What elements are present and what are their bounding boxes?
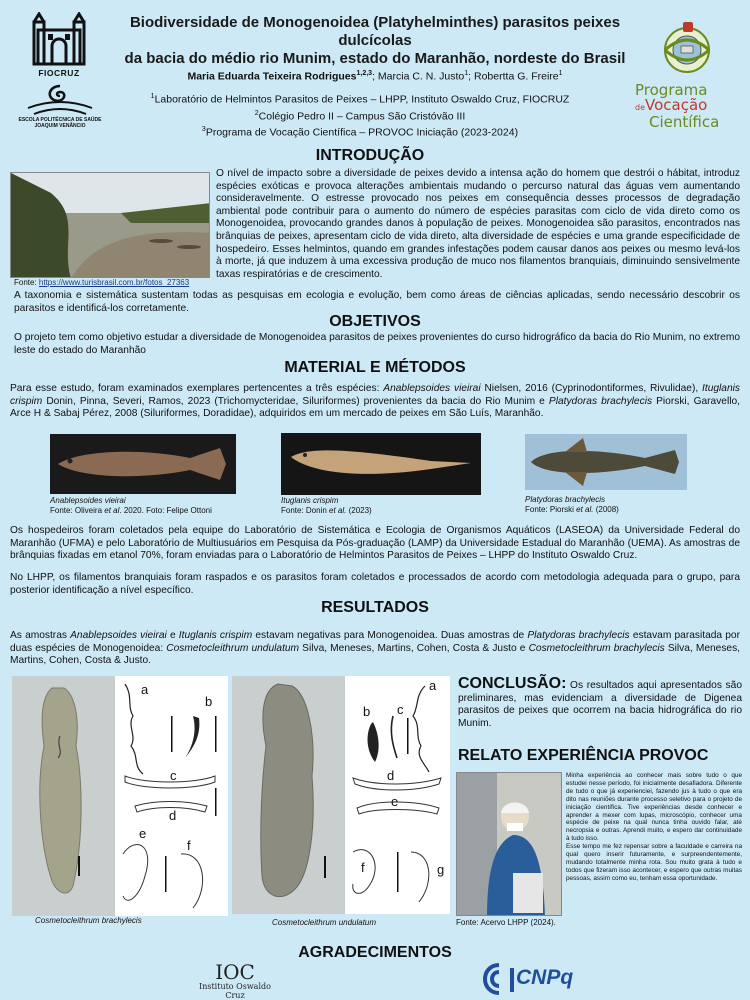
- epsjv-logo: [20, 82, 100, 122]
- text-run: et al.: [329, 506, 347, 515]
- caption-prefix: Fonte:: [14, 278, 39, 287]
- species-name: Platydoras brachylecis: [527, 630, 630, 641]
- fiocruz-label: FIOCRUZ: [38, 68, 80, 78]
- intro-paragraph-2: A taxonomia e sistemática sustentam todas as pesquisas em ecologia e evolução, bem como áreas de ciências aplicadas, sendo necessário descobrir os parasitos e identificá-los corretamente.: [14, 290, 740, 314]
- fig2-label-c: c: [397, 702, 404, 717]
- text-run: Donin, Pinna, Severi, Ramos, 2023 (Trichomycteridae, Siluriformes) provenientes da bacia do Rio Munim e: [42, 395, 549, 407]
- ioc-logo-small: Instituto Oswaldo Cruz: [199, 982, 271, 1000]
- fig2-label-a: a: [429, 678, 437, 693]
- epsjv-label-line2: JOAQUIM VENÂNCIO: [34, 123, 86, 129]
- author-name: ; Robertta G. Freire: [468, 70, 559, 83]
- text-run: Silva, Meneses, Martins, Cohen, Costa & Justo e: [299, 642, 529, 654]
- metodos-paragraph-3: No LHPP, os filamentos branquiais foram raspados e os parasitos foram coletados e processados de acordo com metodologia adequada para o grupo, para posterior identificação a nível específico.: [10, 572, 740, 596]
- fig2-label-f: f: [361, 860, 365, 875]
- species-name: Cosmetocleithrum undulatum: [166, 642, 300, 654]
- affil-text: Programa de Vocação Científica – PROVOC Iniciação (2023-2024): [205, 126, 519, 139]
- fish3-caption: [525, 495, 725, 515]
- fig2-label-d: d: [387, 768, 395, 783]
- fig2-micrograph: [232, 676, 345, 914]
- relato-title: RELATO EXPERIÊNCIA PROVOC: [458, 747, 709, 764]
- fig1-label-b: b: [205, 694, 213, 709]
- lab-photo-caption: Fonte: Acervo LHPP (2024).: [456, 918, 556, 927]
- affiliation-2: [120, 107, 600, 124]
- species-name: Cosmetocleithrum brachylecis: [528, 642, 665, 654]
- text-run: (2008): [593, 505, 619, 514]
- metodos-paragraph-2: Os hospedeiros foram coletados pela equipe do Laboratório de Sistemática e Ecologia de Organismos Aquáticos (LASEOA) da Universidade Federal do Maranhão (UFMA) e pelo Laboratório de Multiusuários em Pesquisa da Pós-graduação (LAMP) da Universidade Estadual do Maranhão (UEMA). As amostras de brânquias fixadas em etanol 70%, foram enviadas para o Laboratório de Helmintos Parasitos de Peixes – LHPP do Instituto Oswaldo Cruz.: [10, 525, 740, 562]
- intro-title: INTRODUÇÃO: [315, 147, 425, 164]
- fig1-micrograph: [12, 676, 115, 916]
- objetivos-title: OBJETIVOS: [329, 313, 421, 330]
- agradecimentos-title: AGRADECIMENTOS: [298, 944, 452, 961]
- fish2-name: Ituglanis crispim: [281, 496, 339, 505]
- fish-photo-ituglanis: [281, 433, 481, 495]
- provoc-word-2: Vocação: [645, 96, 708, 114]
- species-name: Ituglanis crispim: [10, 383, 740, 407]
- text-run: . 2020. Foto: Felipe Ottoni: [119, 506, 212, 515]
- lab-photo: [456, 772, 562, 916]
- text-run: estavam parasitada por duas espécies de Monogenoidea:: [10, 630, 740, 654]
- resultados-paragraph: [10, 630, 740, 668]
- objetivos-paragraph: O projeto tem como objetivo estudar a diversidade de Monogenoidea parasitos de peixes provenientes do curso hidrográfico da bacia do Rio Munim, no extremo leste do estado do Maranhão: [14, 332, 740, 356]
- fish1-name: Anablepsoides vieirai: [50, 496, 126, 505]
- conclusao-block: [458, 675, 742, 730]
- text-run: Silva, Meneses, Martins, Cohen, Costa & Justo.: [10, 642, 740, 667]
- metodos-paragraph-1: [10, 383, 740, 421]
- species-name: Ituglanis crispim: [178, 630, 253, 641]
- fig1-label-d: d: [169, 808, 177, 823]
- relato-paragraph-2: Esse tempo me fez repensar sobre a faculdade e carreira na qual quero inserir futuramente, e surpreendentemente, mudando totalmente minha rota. Sou muito grata à tudo e todos que fizeram isso acontecer, e espero que outras muitas pessoas, assim como eu, tenham essa oportunidade.: [566, 843, 742, 882]
- text-run: Para esse estudo, foram examinados exemplares pertencentes a três espécies:: [10, 383, 384, 394]
- affiliation-3: [120, 123, 600, 140]
- poster-title: [105, 14, 645, 68]
- fig2-drawings: [345, 676, 450, 914]
- affil-num: 1: [150, 93, 155, 100]
- text-run: et al.: [576, 505, 594, 514]
- river-photo: [10, 172, 210, 278]
- text-run: Nielsen, 2016 (Cyprinodontiformes, Rivulidae),: [480, 383, 703, 394]
- affil-num: 2: [254, 109, 259, 117]
- fish2-caption: [281, 496, 481, 516]
- metodos-title: MATERIAL E MÉTODOS: [284, 359, 466, 376]
- fig2-label-e: e: [391, 794, 399, 809]
- fig2-caption: Cosmetocleithrum undulatum: [272, 918, 377, 927]
- provoc-word-3: Científica: [649, 113, 720, 131]
- epsjv-label: [14, 117, 106, 129]
- fig1-label-c: c: [170, 768, 177, 783]
- author-name: ; Marcia C. N. Justo: [372, 70, 465, 83]
- author-name: Maria Eduarda Teixeira Rodrigues: [187, 70, 357, 83]
- conclusao-title: CONCLUSÃO:: [458, 675, 567, 692]
- species-name: Anablepsoides vieirai: [70, 630, 167, 641]
- text-run: estavam negativas para Monogenoidea. Duas amostras de: [252, 630, 528, 641]
- author-sup: 1: [464, 70, 469, 77]
- species-name: Anablepsoides vieirai: [383, 383, 481, 394]
- provoc-emblem-logo: [655, 20, 719, 78]
- text-run: Fonte: Piorski: [525, 505, 577, 514]
- fig2-label-b: b: [363, 704, 371, 719]
- fish-photo-anablepsoides: [50, 434, 236, 494]
- fig1-label-a: a: [141, 682, 149, 697]
- river-photo-caption: [14, 278, 214, 288]
- relato-paragraph-1: Minha experiência ao conhecer mais sobre tudo o que estudei nesse período, foi inicialmente desafiadora. Diferente de tudo o que já experienciei, fazendo jus à tudo o que era dito nas reuniões durante processo seletivo para o projeto de iniciação científica. Tive experiências desde conhecer e aprender a mexer com lupas, microscópio, conhecer uma espécie de peixe na qual nunca tinha ouvido falar, até necropsia e outras. Aprendi muito, e espero dar continuidade à tudo isso.: [566, 772, 742, 843]
- provoc-word-de: de: [635, 103, 645, 112]
- author-sup: 1,2,3: [356, 70, 373, 77]
- text-run: et al: [104, 506, 120, 515]
- text-run: (2023): [346, 506, 372, 515]
- epsjv-label-line1: ESCOLA POLITÉCNICA DE SAÚDE: [18, 117, 102, 123]
- fish3-name: Platydoras brachylecis: [525, 495, 606, 504]
- conclusao-text: Os resultados aqui apresentados são preliminares, mas evidenciam a diversidade de Digenea parasitos de peixes que ocorrem na bacia hidrográfica do rio Munim.: [458, 680, 742, 729]
- relato-text: [566, 772, 742, 883]
- text-run: Fonte: Donin: [281, 506, 330, 515]
- text-run: e: [166, 630, 179, 641]
- affil-text: Colégio Pedro II – Campus São Cristóvão III: [258, 110, 466, 122]
- ioc-logo: [190, 962, 280, 1000]
- cnpq-logo: [482, 962, 582, 996]
- authors-line: [140, 70, 610, 83]
- fig2-label-g: g: [437, 862, 445, 877]
- author-sup: 1: [558, 70, 563, 77]
- fish-photo-platydoras: [525, 434, 687, 490]
- species-name: Platydoras brachylecis: [548, 395, 653, 407]
- title-line2: da bacia do médio rio Munim, estado do Maranhão, nordeste do Brasil: [124, 50, 626, 67]
- affil-num: 3: [201, 126, 206, 133]
- fig1-caption: Cosmetocleithrum brachylecis: [35, 916, 142, 925]
- affil-text: Laboratório de Helmintos Parasitos de Peixes – LHPP, Instituto Oswaldo Cruz, FIOCRUZ: [154, 93, 570, 106]
- provoc-word-1: Programa: [635, 81, 708, 99]
- text-run: Piorski, Garavello, Arce H & Sabaj Pérez, 2008 (Siluriformes, Doradidae), adquiridos em um mercado de peixes em São Luís, Maranhão.: [10, 395, 740, 420]
- affiliations: [120, 90, 600, 140]
- fig1-label-f: f: [187, 838, 191, 853]
- text-run: Fonte: Oliveira: [50, 506, 105, 515]
- text-run: As amostras: [10, 630, 71, 641]
- fig1-label-e: e: [139, 826, 147, 841]
- fig1-drawings: [115, 676, 228, 916]
- title-line1: Biodiversidade de Monogenoidea (Platyhelminthes) parasitos peixes dulcícolas: [129, 14, 621, 49]
- fish1-caption: [50, 496, 240, 516]
- resultados-title: RESULTADOS: [321, 599, 429, 616]
- ioc-logo-big: IOC: [215, 960, 255, 984]
- affiliation-1: [120, 90, 600, 107]
- caption-link[interactable]: https://www.turisbrasil.com.br/fotos_27363: [38, 278, 190, 287]
- provoc-wordmark: [635, 83, 740, 130]
- cnpq-wordmark: CNPq: [516, 966, 574, 989]
- intro-paragraph: O nível de impacto sobre a diversidade de peixes devido a intensa ação do homem que destrói o hábitat, introduz espécies exóticas e provoca alterações ambientais mudando o percurso natural das águas vem aumentando consideravelmente. O estresse provocado nos peixes em consequência desses processos de degradação ambiental pode contribuir para o aumento do número de espécies parasitas com ciclo de vida direto como os Monogenoidea, provocando grandes danos à população de peixes. Monogenoidea são parasitos, encontrados nas brânquias de peixes, apresentam ciclo de vida direto, alta diversidade de espécies e uma grande especificidade de hospedeiro. Esses helmintos, quando em grandes infestações podem causar danos aos peixes ou mesmo levá-los à morte, já que induzem à uma excessiva produção de muco nos filamentos branquiais, diminuindo sensivelmente taxas respiratórias e de crescimento.: [216, 168, 740, 280]
